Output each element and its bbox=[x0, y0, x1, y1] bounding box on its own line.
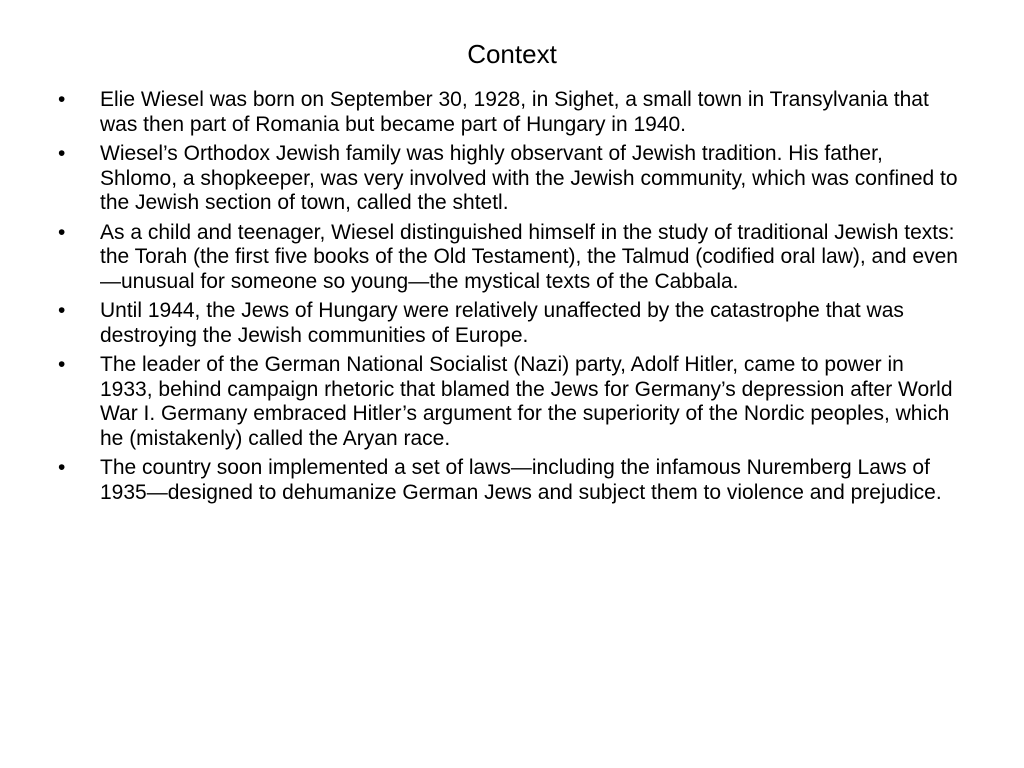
bullet-icon: • bbox=[58, 142, 66, 165]
bullet-item-birth bbox=[58, 88, 958, 137]
bullet-icon: • bbox=[58, 220, 66, 244]
bullet-item-hungary bbox=[58, 299, 958, 348]
bullet-text: The leader of the German National Socialist (Nazi) party, Adolf Hitler, came to power in 1933, behind campaign rhetoric that blamed the Jews for Germany’s depression after World War I. Germany embraced Hitler’s argument for the superiority of the Nordic peoples, which he (mistakenly) called the Aryan race. bbox=[100, 353, 953, 450]
bullet-item-study bbox=[58, 221, 958, 295]
bullet-icon: • bbox=[58, 88, 66, 111]
bullet-icon: • bbox=[58, 299, 66, 322]
bullet-icon: • bbox=[58, 456, 66, 479]
bullet-text: Elie Wiesel was born on September 30, 1928, in Sighet, a small town in Transylvania that was then part of Romania but became part of Hungary in 1940. bbox=[100, 88, 929, 136]
bullet-item-laws bbox=[58, 456, 958, 505]
slide-title: Context bbox=[467, 39, 557, 69]
bullet-text: Wiesel’s Orthodox Jewish family was highly observant of Jewish tradition. His father, Shlomo, a shopkeeper, was very involved with the Jewish community, which was confined to the Jewish section of town, called the shtetl. bbox=[100, 142, 958, 214]
bullet-text: The country soon implemented a set of laws—including the infamous Nuremberg Laws of 1935—designed to dehumanize German Jews and subject them to violence and prejudice. bbox=[100, 456, 942, 504]
bullet-item-hitler bbox=[58, 353, 958, 451]
bullet-text: As a child and teenager, Wiesel distinguished himself in the study of traditional Jewish texts: the Torah (the first five books of the Old Testament), the Talmud (codified oral law), and even—unusual for someone so young—the mystical texts of the Cabbala. bbox=[100, 220, 958, 293]
bullet-icon: • bbox=[58, 353, 66, 376]
bullet-item-family bbox=[58, 142, 958, 216]
bullet-text: Until 1944, the Jews of Hungary were relatively unaffected by the catastrophe that was destroying the Jewish communities of Europe. bbox=[100, 299, 904, 347]
bullet-list bbox=[58, 88, 958, 510]
